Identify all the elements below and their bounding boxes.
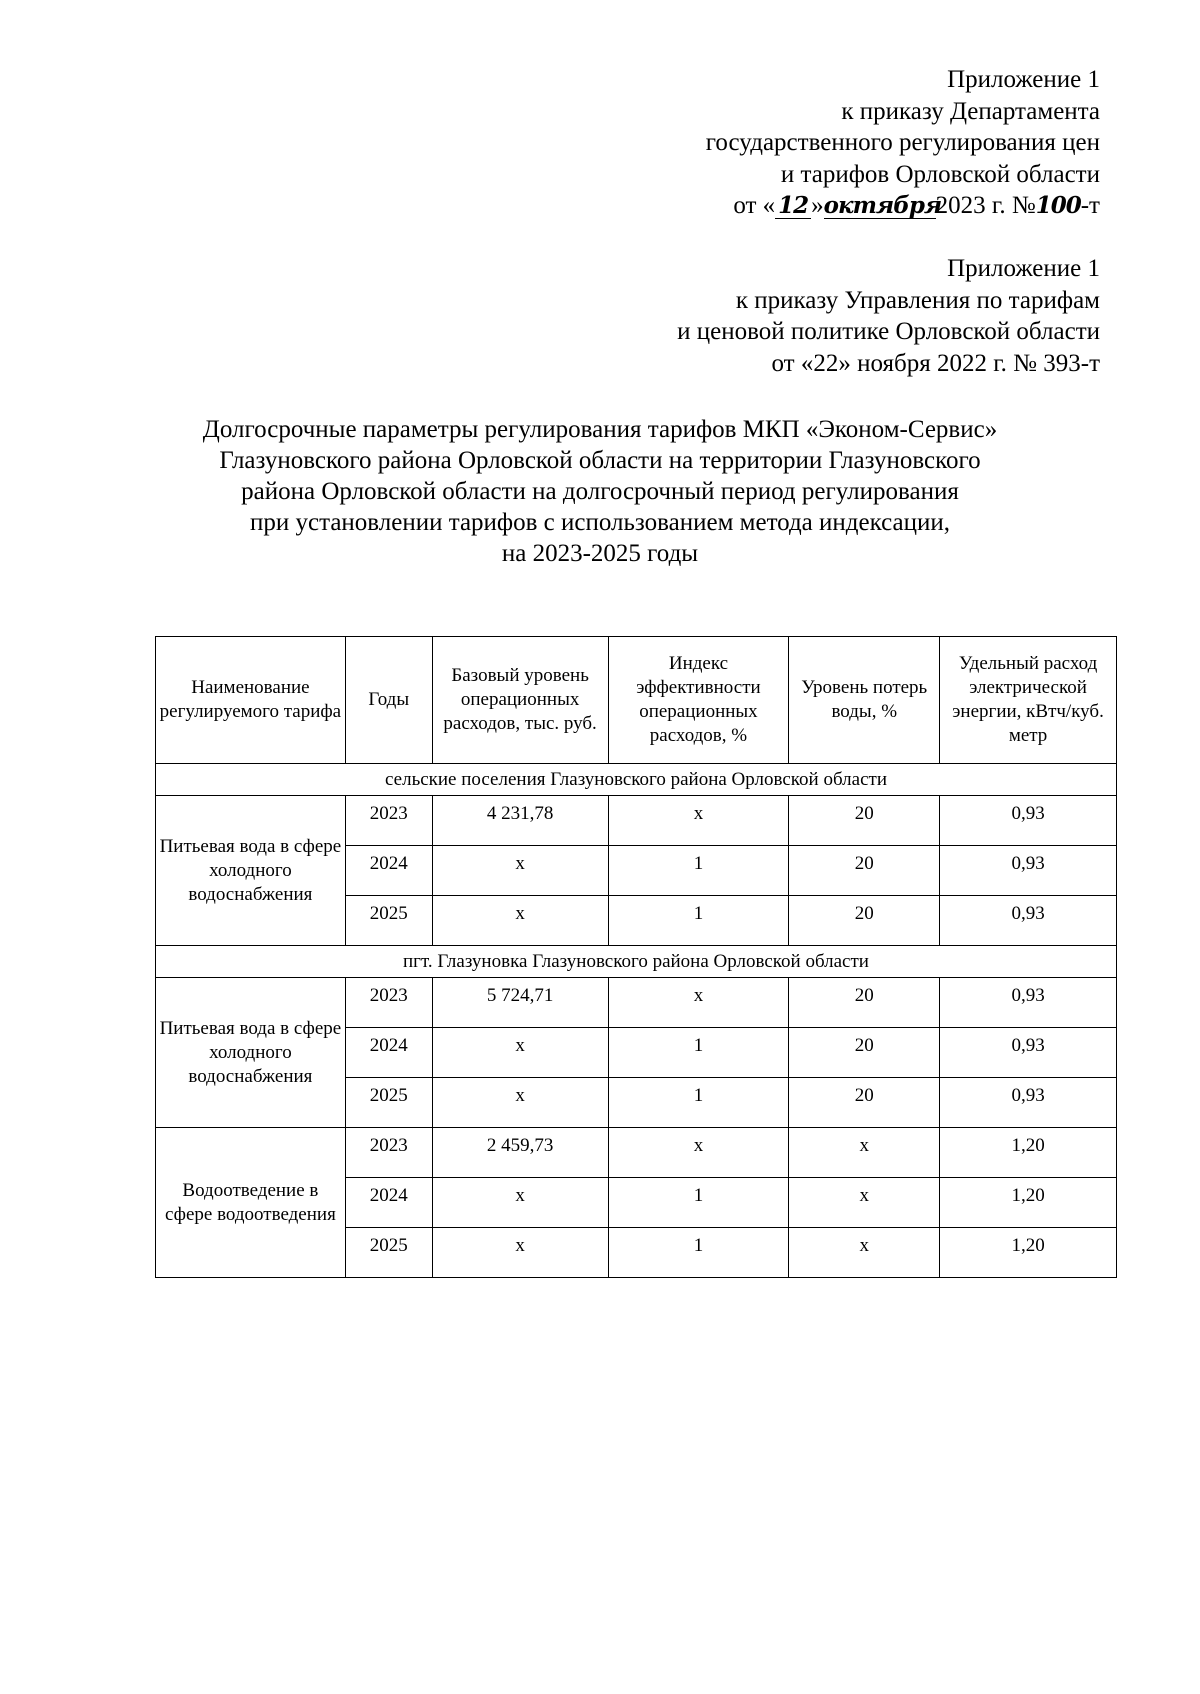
table-cell: 20 — [789, 846, 940, 896]
tariff-name: Питьевая вода в сфере холодного водоснабжения — [156, 796, 346, 946]
order-number-suffix: -т — [1080, 192, 1100, 219]
table-row — [156, 978, 1117, 1028]
column-header: Удельный расход электрической энергии, кВтч/куб. метр — [940, 637, 1117, 764]
column-header: Наименование регулируемого тарифа — [156, 637, 346, 764]
table-cell: 0,93 — [940, 896, 1117, 946]
table-cell: 20 — [789, 1028, 940, 1078]
table-cell: 2023 — [345, 978, 432, 1028]
table-cell: х — [789, 1178, 940, 1228]
table-cell: 2 459,73 — [432, 1128, 608, 1178]
section-row — [156, 764, 1117, 796]
title-line: на 2023-2025 годы — [501, 540, 699, 567]
title-line: Долгосрочные параметры регулирования тарифов МКП «Эконом-Сервис» — [202, 416, 998, 443]
table-cell: х — [432, 1178, 608, 1228]
table-cell: 2025 — [345, 1078, 432, 1128]
column-header: Базовый уровень операционных расходов, тыс. руб. — [432, 637, 608, 764]
title-line: района Орловской области на долгосрочный период регулирования — [241, 478, 959, 505]
document-title — [120, 414, 1080, 569]
table-cell: 0,93 — [940, 796, 1117, 846]
table-cell: 1,20 — [940, 1178, 1117, 1228]
header-line: Приложение 1 — [947, 66, 1100, 93]
table-cell: 20 — [789, 796, 940, 846]
table-cell: 1 — [608, 896, 789, 946]
title-line: Глазуновского района Орловской области на территории Глазуновского — [219, 447, 981, 474]
header-line: Приложение 1 — [947, 255, 1100, 282]
table-cell: 1,20 — [940, 1228, 1117, 1278]
title-line: при установлении тарифов с использованием метода индексации, — [249, 509, 950, 536]
table-cell: 4 231,78 — [432, 796, 608, 846]
header-line: к приказу Департамента — [841, 97, 1100, 125]
column-header: Индекс эффективности операционных расходов, % — [608, 637, 789, 764]
table-cell: 0,93 — [940, 978, 1117, 1028]
table-cell: 0,93 — [940, 846, 1117, 896]
table-row — [156, 1128, 1117, 1178]
column-header: Годы — [345, 637, 432, 764]
date-prefix: от « — [733, 192, 776, 219]
date-year-part: 2023 г. № — [935, 192, 1036, 219]
order-date-line — [706, 190, 1100, 222]
header-line: к приказу Управления по тарифам — [735, 286, 1100, 314]
table-cell: 1 — [608, 1078, 789, 1128]
table-cell: х — [432, 1078, 608, 1128]
table-cell: 0,93 — [940, 1028, 1117, 1078]
table-cell: 2023 — [345, 1128, 432, 1178]
tariff-name: Питьевая вода в сфере холодного водоснабжения — [156, 978, 346, 1128]
handwritten-order-number: 100 — [1035, 192, 1081, 219]
table-cell: 20 — [789, 896, 940, 946]
table-cell: 20 — [789, 978, 940, 1028]
date-day-close: » — [811, 192, 824, 219]
table-cell: 2024 — [345, 1028, 432, 1078]
table-cell: 2024 — [345, 846, 432, 896]
section-title: сельские поселения Глазуновского района Орловской области — [156, 764, 1117, 796]
header-line: государственного регулирования цен — [705, 129, 1100, 156]
table-cell: 1 — [608, 1028, 789, 1078]
table-cell: 1 — [608, 1178, 789, 1228]
table-cell: х — [432, 846, 608, 896]
table-cell: 20 — [789, 1078, 940, 1128]
table-row — [156, 796, 1117, 846]
table-cell: 2023 — [345, 796, 432, 846]
table-cell: х — [432, 896, 608, 946]
section-title: пгт. Глазуновка Глазуновского района Орловской области — [156, 946, 1117, 978]
table-cell: х — [432, 1228, 608, 1278]
table-cell: 5 724,71 — [432, 978, 608, 1028]
header-line: и тарифов Орловской области — [780, 160, 1100, 188]
header-line: от «22» ноября 2022 г. № 393-т — [771, 349, 1100, 377]
table-cell: 0,93 — [940, 1078, 1117, 1128]
table-cell: х — [608, 978, 789, 1028]
table-cell: х — [432, 1028, 608, 1078]
handwritten-month: октября — [823, 192, 942, 219]
tariff-name: Водоотведение в сфере водоотведения — [156, 1128, 346, 1278]
table-cell: 2024 — [345, 1178, 432, 1228]
column-header: Уровень потерь воды, % — [789, 637, 940, 764]
table-cell: 1,20 — [940, 1128, 1117, 1178]
tariff-parameters-table — [155, 636, 1117, 1278]
table-cell: 2025 — [345, 1228, 432, 1278]
table-cell: х — [608, 1128, 789, 1178]
table-header-row — [156, 637, 1117, 764]
handwritten-day: 12 — [775, 194, 811, 219]
appendix-header-original — [677, 253, 1100, 379]
table-cell: х — [789, 1128, 940, 1178]
header-line: и ценовой политике Орловской области — [677, 318, 1100, 345]
section-row — [156, 946, 1117, 978]
table-cell: х — [789, 1228, 940, 1278]
table-cell: 2025 — [345, 896, 432, 946]
table-cell: х — [608, 796, 789, 846]
table-cell: 1 — [608, 846, 789, 896]
table-cell: 1 — [608, 1228, 789, 1278]
appendix-header-current — [706, 64, 1100, 222]
